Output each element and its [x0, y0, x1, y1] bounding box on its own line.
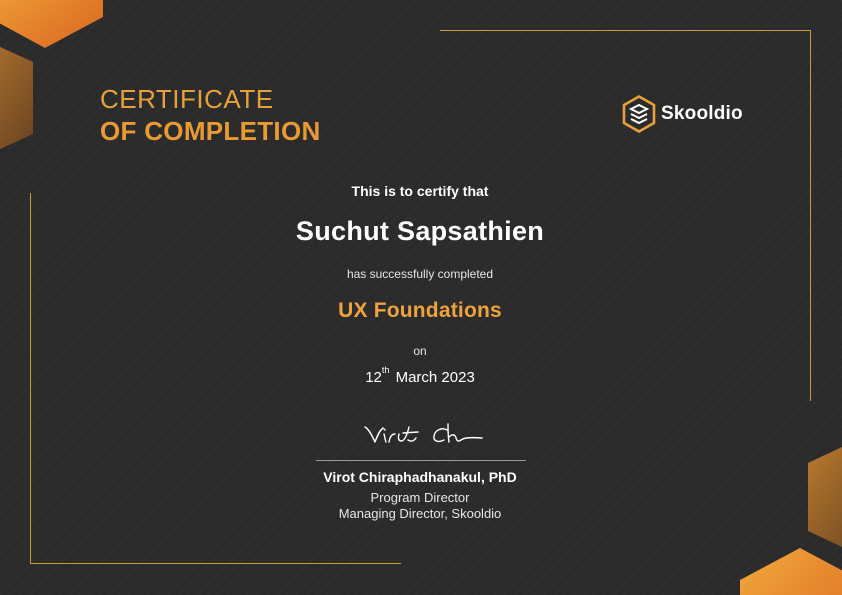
hexagon-top-left — [0, 0, 103, 48]
completion-date — [210, 365, 630, 386]
certificate-title-line2: OF COMPLETION — [100, 116, 321, 146]
completed-text: has successfully completed — [346, 267, 494, 281]
signatory-name: Virot Chiraphadhanakul, PhD — [323, 469, 517, 485]
recipient-name: Suchut Sapsathien — [295, 216, 545, 246]
certify-intro: This is to certify that — [351, 183, 489, 199]
frame-line-right — [810, 30, 811, 401]
skooldio-hexagon-stack-icon — [622, 95, 656, 133]
hexagon-bottom-right — [740, 548, 842, 595]
hexagon-left — [0, 46, 33, 150]
date-suffix: th — [381, 365, 390, 375]
date-month-year: March 2023 — [391, 369, 475, 386]
course-name: UX Foundations — [338, 299, 502, 322]
signatory-role-2: Managing Director, Skooldio — [338, 506, 502, 521]
signatory-role-1: Program Director — [370, 490, 470, 505]
frame-line-top — [440, 30, 811, 31]
handwritten-signature — [362, 418, 486, 452]
signature-line — [316, 460, 526, 461]
brand-logo — [622, 95, 743, 133]
certificate-title-line1: CERTIFICATE — [100, 84, 274, 114]
brand-name: Skooldio — [661, 103, 743, 124]
date-day: 12 — [365, 369, 382, 386]
hexagon-right — [808, 447, 842, 547]
frame-line-bottom — [30, 563, 401, 564]
on-text: on — [413, 344, 427, 358]
frame-line-left — [30, 193, 31, 564]
